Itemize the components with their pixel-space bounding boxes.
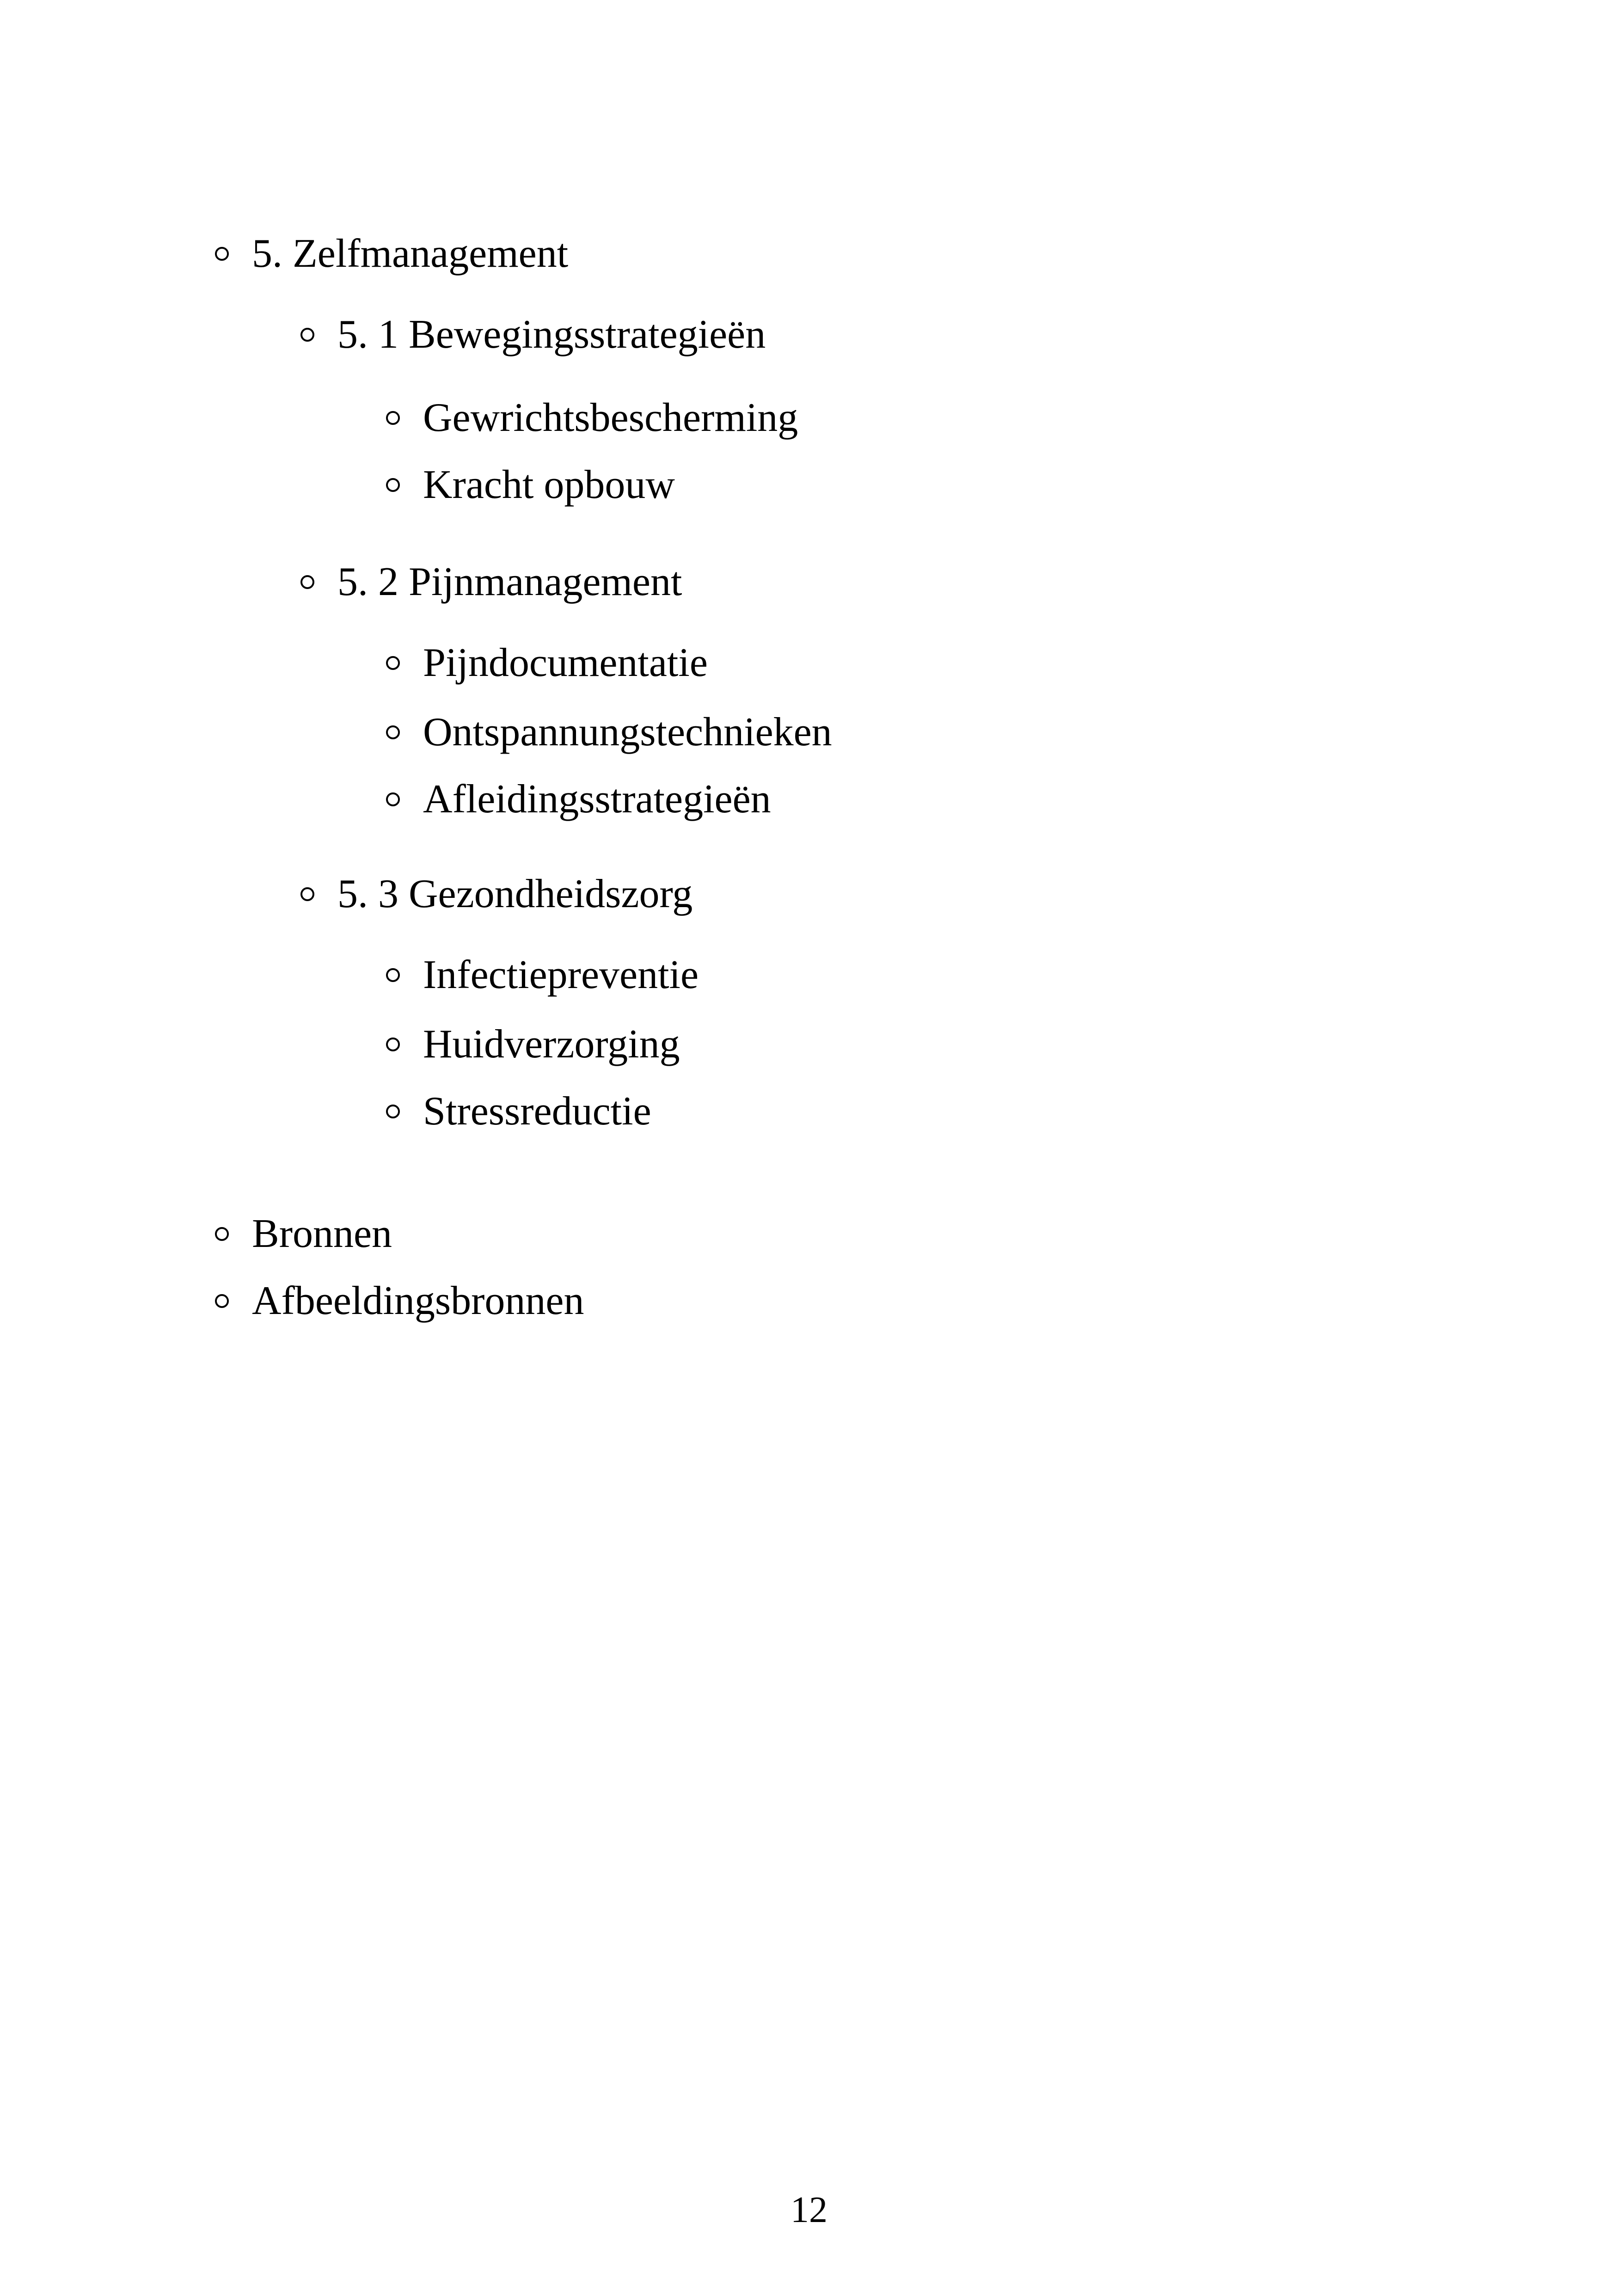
hollow-circle-bullet-icon: [300, 887, 314, 901]
toc-item-label: Kracht opbouw: [423, 462, 675, 507]
toc-item-label: 5. Zelfmanagement: [252, 231, 569, 276]
hollow-circle-bullet-icon: [386, 792, 400, 806]
toc-subitem-pijnmanagement: [300, 559, 682, 604]
toc-subsubitem: [386, 640, 708, 685]
hollow-circle-bullet-icon: [300, 575, 314, 589]
hollow-circle-bullet-icon: [386, 1105, 400, 1118]
toc-subsubitem: [386, 1024, 680, 1065]
hollow-circle-bullet-icon: [215, 1227, 229, 1241]
toc-subsubitem: [386, 1091, 651, 1132]
hollow-circle-bullet-icon: [215, 1294, 229, 1308]
toc-item-label: Stressreductie: [423, 1089, 651, 1134]
toc-subsubitem: [386, 462, 675, 507]
toc-item-label: 5. 2 Pijnmanagement: [337, 559, 682, 604]
hollow-circle-bullet-icon: [386, 656, 400, 670]
hollow-circle-bullet-icon: [386, 1037, 400, 1051]
toc-item-label: 5. 3 Gezondheidszorg: [337, 872, 693, 916]
hollow-circle-bullet-icon: [386, 968, 400, 982]
toc-subsubitem: [386, 395, 798, 440]
hollow-circle-bullet-icon: [386, 725, 400, 739]
toc-item-bronnen: [215, 1211, 392, 1256]
hollow-circle-bullet-icon: [386, 411, 400, 425]
toc-subitem-bewegingsstrategieen: [300, 314, 766, 355]
toc-item-label: Bronnen: [252, 1211, 392, 1256]
toc-item-label: 5. 1 Bewegingsstrategieën: [337, 312, 766, 357]
toc-item-label: Ontspannungstechnieken: [423, 710, 832, 755]
page-number: 12: [791, 2190, 827, 2230]
toc-item-label: Infectiepreventie: [423, 952, 699, 997]
toc-item-label: Pijndocumentatie: [423, 640, 708, 685]
toc-item-label: Afbeeldingsbronnen: [252, 1278, 584, 1323]
toc-subsubitem: [386, 952, 699, 997]
hollow-circle-bullet-icon: [300, 328, 314, 342]
toc-subitem-gezondheidszorg: [300, 874, 693, 915]
toc-subsubitem: [386, 779, 771, 820]
hollow-circle-bullet-icon: [215, 247, 229, 261]
toc-subsubitem: [386, 712, 832, 753]
toc-item-label: Huidverzorging: [423, 1022, 680, 1067]
toc-item-zelfmanagement: [215, 233, 568, 274]
toc-item-label: Afleidingsstrategieën: [423, 777, 771, 822]
toc-item-afbeeldingsbronnen: [215, 1278, 584, 1323]
toc-item-label: Gewrichtsbescherming: [423, 395, 798, 440]
hollow-circle-bullet-icon: [386, 478, 400, 492]
